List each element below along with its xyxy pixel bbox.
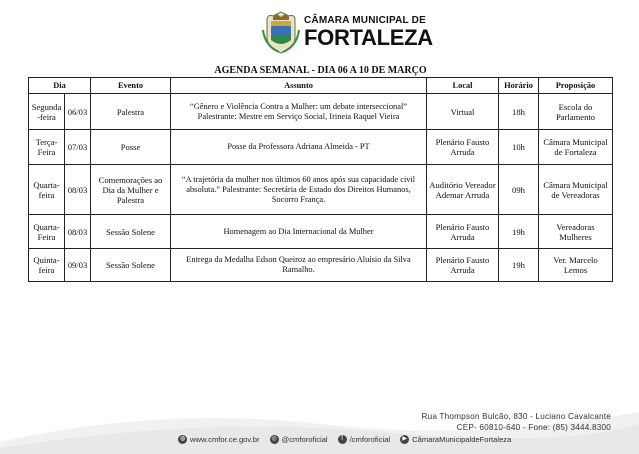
table-row (29, 249, 613, 282)
youtube-text: CâmaraMunicipaldeFortaleza (412, 435, 512, 444)
org-name-big: FORTALEZA (304, 25, 433, 50)
globe-icon: ◍ (179, 436, 186, 442)
event-cell: Comemorações ao Dia da Mulher e Palestra (91, 165, 171, 215)
page-header (0, 8, 639, 58)
agenda-table (28, 64, 613, 282)
event-cell: Palestra (91, 94, 171, 130)
location-cell: Auditório Vereador Ademar Arruda (427, 165, 499, 215)
location-cell: Plenário Fausto Arruda (427, 249, 499, 282)
col-header-proposicao: Proposição (539, 78, 613, 94)
date-cell: 09/03 (65, 249, 91, 282)
social-links (178, 435, 517, 444)
weekday-cell: Quinta-feira (29, 249, 65, 282)
youtube-icon: ▶ (400, 435, 409, 444)
subject-cell: “A trajetória da mulher nos últimos 60 anos após sua capacidade civil absoluta.” Palestrante: Secretária de Estado dos Direitos Humanos, Socorro França. (171, 165, 427, 215)
proposer-cell: Câmara Municipal de Fortaleza (539, 130, 613, 165)
event-cell: Posse (91, 130, 171, 165)
time-cell: 09h (499, 165, 539, 215)
time-cell: 19h (499, 215, 539, 249)
col-header-horario: Horário (499, 78, 539, 94)
date-cell: 08/03 (65, 215, 91, 249)
subject-cell: Entrega da Medalha Edson Queiroz ao empresário Aluísio da Silva Ramalho. (171, 249, 427, 282)
location-cell: Virtual (427, 94, 499, 130)
event-cell: Sessão Solene (91, 215, 171, 249)
facebook-text: /cmforoficial (349, 435, 391, 444)
org-name-small: CÂMARA MUNICIPAL DE (304, 15, 426, 26)
col-header-dia: Dia (29, 78, 91, 94)
agenda-title: AGENDA SEMANAL - DIA 06 A 10 DE MARÇO (29, 64, 613, 78)
website-text: www.cmfor.ce.gov.br (190, 435, 260, 444)
location-cell: Plenário Fausto Arruda (427, 215, 499, 249)
table-row (29, 165, 613, 215)
subject-cell: “Gênero e Violência Contra a Mulher: um debate interseccional” Palestrante: Mestre em Serviço Social, Irineia Raquel Vieira (171, 94, 427, 130)
proposer-cell: Vereadoras Mulheres (539, 215, 613, 249)
proposer-cell: Ver. Marcelo Lemos (539, 249, 613, 282)
table-row (29, 94, 613, 130)
weekday-cell: Segunda -feira (29, 94, 65, 130)
proposer-cell: Câmara Municipal de Vereadoras (539, 165, 613, 215)
website-link[interactable] (178, 435, 260, 444)
event-cell: Sessão Solene (91, 249, 171, 282)
brand-wordmark (304, 15, 433, 49)
weekday-cell: Terça-Feira (29, 130, 65, 165)
time-cell: 19h (499, 249, 539, 282)
coat-of-arms-logo (261, 10, 301, 54)
instagram-icon: ◎ (271, 436, 277, 442)
table-row (29, 130, 613, 165)
subject-cell: Homenagem ao Dia Internacional da Mulher (171, 215, 427, 249)
col-header-assunto: Assunto (171, 78, 427, 94)
instagram-text: @cmforoficial (281, 435, 328, 444)
date-cell: 06/03 (65, 94, 91, 130)
footer-address (421, 411, 611, 433)
address-line: Rua Thompson Bulcão, 830 - Luciano Cavalcante (421, 412, 611, 421)
table-row (29, 215, 613, 249)
header-row (29, 78, 613, 94)
col-header-evento: Evento (91, 78, 171, 94)
time-cell: 10h (499, 130, 539, 165)
subject-cell: Posse da Professora Adriana Almeida - PT (171, 130, 427, 165)
date-cell: 08/03 (65, 165, 91, 215)
proposer-cell: Escola do Parlamento (539, 94, 613, 130)
contact-line: CEP- 60810-640 - Fone: (85) 3444.8300 (456, 423, 611, 432)
facebook-link[interactable] (338, 435, 391, 444)
col-header-local: Local (427, 78, 499, 94)
youtube-link[interactable] (400, 435, 511, 444)
weekday-cell: Quarta-Feira (29, 215, 65, 249)
instagram-link[interactable] (270, 435, 328, 444)
date-cell: 07/03 (65, 130, 91, 165)
weekday-cell: Quarta-feira (29, 165, 65, 215)
facebook-icon: f (338, 435, 347, 444)
location-cell: Plenário Fausto Arruda (427, 130, 499, 165)
time-cell: 18h (499, 94, 539, 130)
